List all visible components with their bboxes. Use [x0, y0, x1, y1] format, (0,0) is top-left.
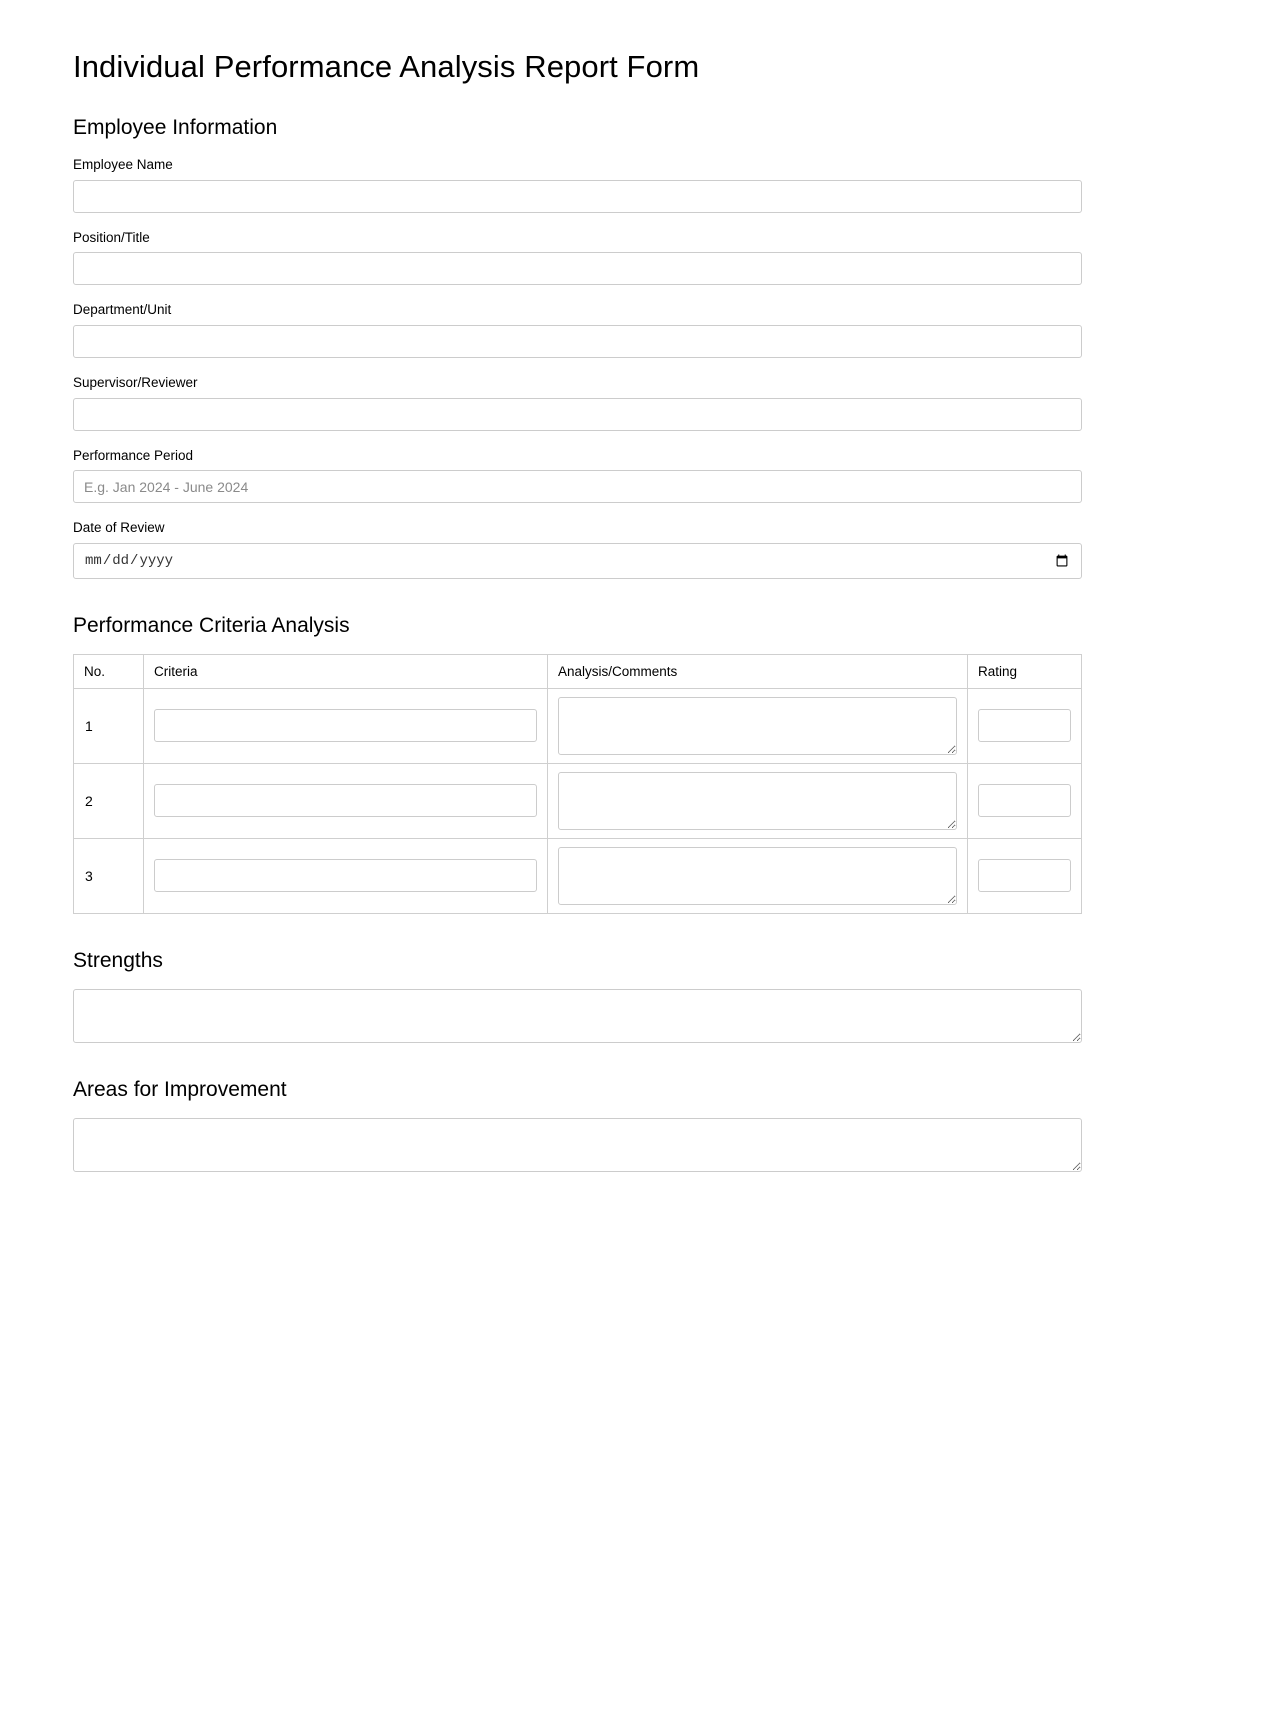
- analysis-textarea-1[interactable]: [558, 697, 957, 755]
- table-header-row: [74, 654, 1082, 688]
- table-row: [74, 688, 1082, 763]
- field-performance-period: [73, 447, 1190, 504]
- performance-period-input[interactable]: [73, 470, 1082, 503]
- cell-criteria: [144, 763, 548, 838]
- section-heading-performance-criteria: Performance Criteria Analysis: [73, 613, 350, 637]
- cell-rating: [968, 688, 1082, 763]
- column-header-rating: Rating: [968, 654, 1082, 688]
- cell-analysis: [548, 838, 968, 913]
- row-number: 3: [74, 838, 144, 913]
- cell-analysis: [548, 763, 968, 838]
- date-of-review-input[interactable]: [73, 543, 1082, 579]
- analysis-textarea-3[interactable]: [558, 847, 957, 905]
- department-unit-input[interactable]: [73, 325, 1082, 358]
- row-number: 2: [74, 763, 144, 838]
- areas-for-improvement-textarea[interactable]: [73, 1118, 1082, 1172]
- row-number: 1: [74, 688, 144, 763]
- position-title-input[interactable]: [73, 252, 1082, 285]
- label-position-title: Position/Title: [73, 229, 150, 245]
- field-date-of-review: [73, 519, 1190, 579]
- label-supervisor-reviewer: Supervisor/Reviewer: [73, 375, 198, 391]
- field-employee-name: [73, 156, 1190, 213]
- label-employee-name: Employee Name: [73, 157, 173, 173]
- cell-criteria: [144, 838, 548, 913]
- label-department-unit: Department/Unit: [73, 302, 172, 318]
- page-title: Individual Performance Analysis Report Form: [73, 49, 700, 84]
- table-row: [74, 838, 1082, 913]
- rating-input-1[interactable]: [978, 709, 1071, 742]
- cell-analysis: [548, 688, 968, 763]
- rating-input-2[interactable]: [978, 784, 1071, 817]
- section-heading-strengths: Strengths: [73, 948, 163, 972]
- field-department-unit: [73, 301, 1190, 358]
- criteria-input-2[interactable]: [154, 784, 537, 817]
- cell-rating: [968, 763, 1082, 838]
- performance-criteria-table: [73, 654, 1082, 914]
- supervisor-reviewer-input[interactable]: [73, 398, 1082, 431]
- criteria-input-1[interactable]: [154, 709, 537, 742]
- field-supervisor-reviewer: [73, 374, 1190, 431]
- criteria-input-3[interactable]: [154, 859, 537, 892]
- section-heading-employee-information: Employee Information: [73, 116, 278, 140]
- section-heading-areas-for-improvement: Areas for Improvement: [73, 1078, 287, 1102]
- rating-input-3[interactable]: [978, 859, 1071, 892]
- column-header-analysis-comments: Analysis/Comments: [548, 654, 968, 688]
- cell-rating: [968, 838, 1082, 913]
- label-performance-period: Performance Period: [73, 447, 194, 463]
- performance-criteria-table-wrapper: [73, 654, 1190, 914]
- label-date-of-review: Date of Review: [73, 520, 165, 536]
- strengths-textarea[interactable]: [73, 989, 1082, 1043]
- field-position-title: [73, 229, 1190, 286]
- employee-name-input[interactable]: [73, 180, 1082, 213]
- analysis-textarea-2[interactable]: [558, 772, 957, 830]
- cell-criteria: [144, 688, 548, 763]
- column-header-no: No.: [74, 654, 144, 688]
- table-row: [74, 763, 1082, 838]
- column-header-criteria: Criteria: [144, 654, 548, 688]
